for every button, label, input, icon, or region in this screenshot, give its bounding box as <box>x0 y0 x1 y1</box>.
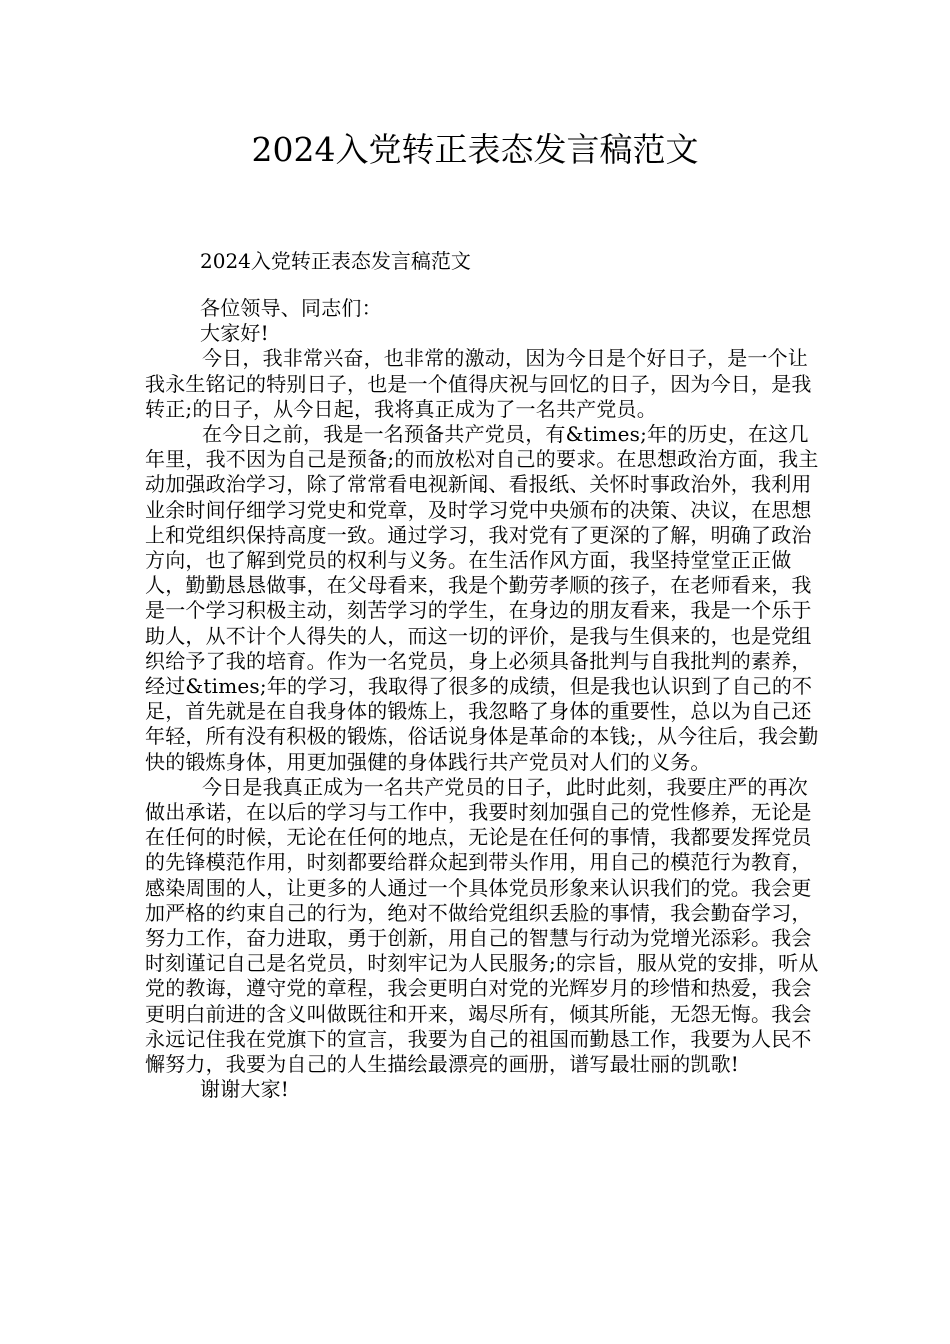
closing: 谢谢大家! <box>200 1077 290 1102</box>
salutation: 各位领导、同志们： <box>200 296 382 320</box>
document-subtitle: 2024入党转正表态发言稿范文 <box>200 249 471 273</box>
paragraph-1: 今日，我非常兴奋，也非常的激动，因为今日是个好日子，是一个让我永生铭记的特别日子，也是一个值得庆祝与回忆的日子，因为今日，是我转正;的日子，从今日起，我将真正成为了一名共产党员。 <box>145 346 812 421</box>
page-title: 2024入党转正表态发言稿范文 <box>251 130 699 169</box>
greeting: 大家好! <box>200 321 269 346</box>
paragraph-3: 今日是我真正成为一名共产党员的日子，此时此刻，我要庄严的再次做出承诺，在以后的学习与工作中，我要时刻加强自己的党性修养，无论是在任何的时候，无论在任何的地点，无论是在任何的事情，我都要发挥党员的先锋模范作用，时刻都要给群众起到带头作用，用自己的模范行为教育，感染周围的人，让更多的人通过一个具体党员形象来认识我们的党。我会更加严格的约束自己的行为，绝对不做给党组织丢脸的事情，我会勤奋学习，努力工作，奋力进取，勇于创新，用自己的智慧与行动为党增光添彩。我会时刻谨记自己是名党员，时刻牢记为人民服务;的宗旨，服从党的安排，听从党的教诲，遵守党的章程，我会更明白对党的光辉岁月的珍惜和热爱，我会更明白前进的含义叫做既往和开来，竭尽所有，倾其所能，无怨无悔。我会永远记住我在党旗下的宣言，我要为自己的祖国而勤恳工作，我要为人民不懈努力，我要为自己的人生描绘最漂亮的画册，谱写最壮丽的凯歌! <box>145 774 819 1077</box>
document-body <box>145 296 820 1103</box>
paragraph-2: 在今日之前，我是一名预备共产党员，有&times;年的历史，在这几年里，我不因为自己是预备;的而放松对自己的要求。在思想政治方面，我主动加强政治学习，除了常常看电视新闻、看报纸、关怀时事政治外，我利用业余时间仔细学习党史和党章，及时学习党中央颁布的决策、决议，在思想上和党组织保持高度一致。通过学习，我对党有了更深的了解，明确了政治方向，也了解到党员的权利与义务。在生活作风方面，我坚持堂堂正正做人，勤勤恳恳做事，在父母看来，我是个勤劳孝顺的孩子，在老师看来，我是一个学习积极主动，刻苦学习的学生，在身边的朋友看来，我是一个乐于助人，从不计个人得失的人，而这一切的评价，是我与生俱来的，也是党组织给予了我的培育。作为一名党员，身上必须具备批判与自我批判的素养，经过&times;年的学习，我取得了很多的成绩，但是我也认识到了自己的不足，首先就是在自我身体的锻炼上，我忽略了身体的重要性，总以为自己还年轻，所有没有积极的锻炼，俗话说身体是革命的本钱;，从今往后，我会勤快的锻炼身体，用更加强健的身体践行共产党员对人们的义务。 <box>145 422 819 774</box>
